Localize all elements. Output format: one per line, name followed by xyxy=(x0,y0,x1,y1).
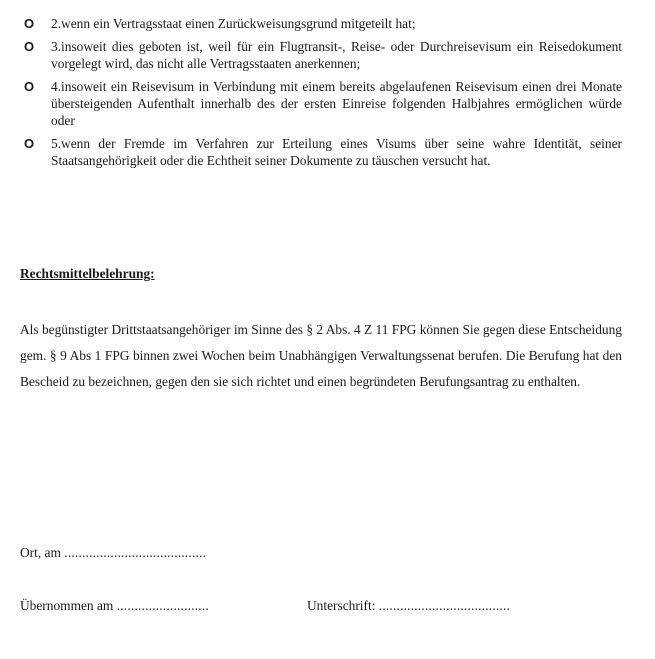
list-item-text: 2.wenn ein Vertragsstaat einen Zurückweisungsgrund mitgeteilt hat; xyxy=(51,16,416,31)
circle-bullet-icon: O xyxy=(24,39,35,54)
place-date-field xyxy=(20,545,206,561)
signature-blank: ..................................... xyxy=(378,598,511,613)
circle-bullet-icon: O xyxy=(24,136,35,151)
section-heading: Rechtsmittelbelehrung: xyxy=(20,266,155,281)
signature-label: Unterschrift: xyxy=(307,598,376,613)
list-item xyxy=(24,135,622,169)
reasons-list xyxy=(24,15,622,175)
list-item-text: 4.insoweit ein Reisevisum in Verbindung mit einem bereits abgelaufenen Reisevisum einen drei Monate übersteigenden Aufenthalt innerhalb des der ersten Einreise folgenden Halbjahres ermöglichen würde oder xyxy=(51,79,622,128)
circle-bullet-icon: O xyxy=(24,16,35,31)
signature-field xyxy=(307,598,510,614)
list-item-text: 5.wenn der Fremde im Verfahren zur Erteilung eines Visums über seine wahre Identität, seiner Staatsangehörigkeit oder die Echtheit seiner Dokumente zu täuschen versucht hat. xyxy=(51,136,622,168)
list-item xyxy=(24,38,622,72)
place-date-blank: ........................................ xyxy=(64,545,207,560)
circle-bullet-icon: O xyxy=(24,79,35,94)
place-date-label: Ort, am xyxy=(20,545,61,560)
list-item xyxy=(24,78,622,129)
legal-remedy-paragraph: Als begünstigter Drittstaatsangehöriger im Sinne des § 2 Abs. 4 Z 11 FPG können Sie gegen diese Entscheidung gem. § 9 Abs 1 FPG binnen zwei Wochen beim Unabhängigen Verwaltungssenat berufen. Die Berufung hat den Bescheid zu bezeichnen, gegen den sie sich richtet und einen begründeten Berufungsantrag zu enthalten. xyxy=(20,322,622,389)
list-item-text: 3.insoweit dies geboten ist, weil für ein Flugtransit-, Reise- oder Durchreisevisum ein Reisedokument vorgelegt wird, das nicht alle Vertragsstaaten anerkennen; xyxy=(51,39,622,71)
received-date-field xyxy=(20,598,209,614)
received-date-label: Übernommen am xyxy=(20,598,114,613)
list-item xyxy=(24,15,622,32)
received-date-blank: .......................... xyxy=(116,598,209,613)
